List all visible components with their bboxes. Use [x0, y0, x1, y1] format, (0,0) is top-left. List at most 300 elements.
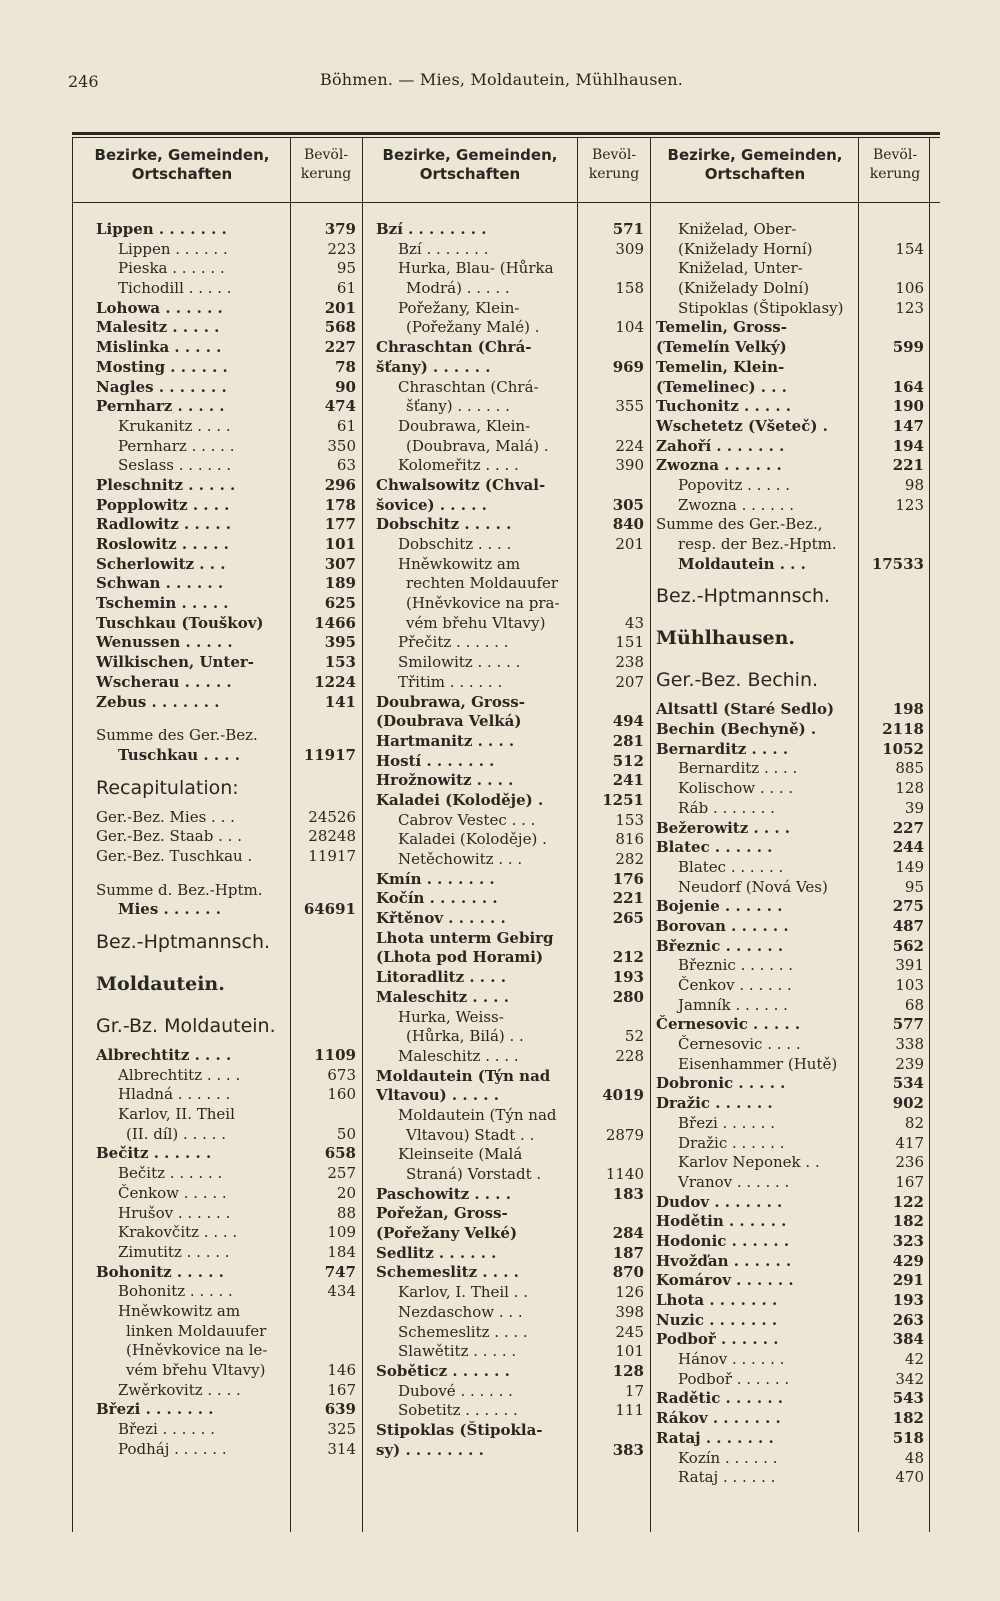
- section-heading: Recapitulation:: [96, 776, 239, 799]
- section-heading: Bez.-Hptmannsch.: [656, 585, 831, 608]
- place-name: Seslass . . . . . .: [118, 456, 232, 475]
- population-value: 147: [892, 416, 924, 435]
- table-row: [96, 1144, 362, 1164]
- population-value: 969: [612, 357, 644, 376]
- header-rule: [72, 202, 940, 203]
- population-value: 11917: [303, 745, 356, 764]
- place-name: Doubrawa, Klein-: [398, 416, 531, 435]
- table-row: [656, 1389, 930, 1409]
- table-row: [96, 746, 362, 766]
- place-name: Hrušov . . . . . .: [118, 1203, 231, 1222]
- table-row: [96, 693, 362, 713]
- place-name: Temelin, Klein-: [656, 357, 785, 376]
- table-row: [656, 1074, 930, 1094]
- population-value: 103: [895, 976, 924, 994]
- table-row: [96, 358, 362, 378]
- table-row: [376, 358, 650, 378]
- population-value: 379: [324, 220, 356, 238]
- population-value: 309: [615, 239, 644, 258]
- population-value: 577: [892, 1015, 924, 1034]
- table-row: [376, 1008, 650, 1028]
- table-row: [656, 1271, 930, 1291]
- population-value: 61: [336, 279, 356, 298]
- table-row: [96, 456, 362, 476]
- table-row: [96, 1243, 362, 1263]
- table-row: [656, 819, 930, 839]
- population-value: 43: [624, 613, 644, 632]
- place-name: Hladná . . . . . .: [118, 1085, 231, 1104]
- table-row: [376, 1126, 650, 1146]
- table-row: [96, 1302, 362, 1322]
- population-value: 342: [895, 1369, 924, 1388]
- table-row: [96, 1223, 362, 1243]
- table-row: [96, 1263, 362, 1283]
- population-value: 350: [327, 436, 356, 455]
- population-value: 111: [615, 1401, 644, 1420]
- table-row: [376, 574, 650, 594]
- place-name: resp. der Bez.-Hptm.: [678, 535, 837, 553]
- table-row: [376, 870, 650, 890]
- population-value: 128: [612, 1361, 644, 1380]
- table-row: [656, 858, 930, 878]
- population-value: 1140: [605, 1165, 644, 1183]
- place-name: Popplowitz . . . .: [96, 495, 230, 514]
- population-value: 599: [892, 338, 924, 357]
- place-name: (Pořežany Velké): [376, 1224, 518, 1243]
- table-row: [96, 220, 362, 240]
- running-title: Böhmen. — Mies, Moldautein, Mühlhausen.: [320, 70, 684, 89]
- table-row: [376, 1421, 650, 1441]
- population-value: 28248: [308, 827, 356, 846]
- place-name: Březnic . . . . . .: [678, 956, 794, 975]
- place-name: (Hněvkovice na le-: [126, 1341, 268, 1360]
- table-row: [376, 456, 650, 476]
- population-value: 245: [615, 1322, 644, 1341]
- place-name: Summe d. Bez.-Hptm.: [96, 880, 263, 899]
- population-value: 244: [892, 838, 924, 857]
- table-row: [376, 555, 650, 575]
- population-value: 17533: [871, 554, 924, 573]
- table-top-rule-thin: [72, 137, 940, 138]
- place-name: Blatec . . . . . .: [656, 838, 773, 857]
- table-row: [376, 1145, 650, 1165]
- table-row: [376, 318, 650, 338]
- place-name: (Hůrka, Bilá) . .: [406, 1027, 524, 1046]
- table-row: [656, 555, 930, 575]
- table-row: [96, 847, 362, 867]
- population-value: 164: [892, 377, 924, 396]
- population-value: 178: [324, 495, 356, 514]
- table-row: [656, 1291, 930, 1311]
- population-value: 1109: [314, 1046, 356, 1064]
- population-value: 182: [892, 1212, 924, 1231]
- place-name: Hrožnowitz . . . .: [376, 771, 514, 790]
- population-value: 101: [324, 535, 356, 553]
- place-name: Stipoklas (Štipoklasy): [678, 298, 844, 317]
- place-name: Tschemin . . . . .: [96, 594, 229, 613]
- table-row: [96, 900, 362, 920]
- place-name: Radětic . . . . . .: [656, 1389, 783, 1408]
- place-name: Tuschkau . . . .: [118, 745, 240, 764]
- place-name: Březi . . . . . .: [118, 1420, 215, 1439]
- table-row: [376, 732, 650, 752]
- place-name: Bojenie . . . . . .: [656, 897, 783, 916]
- population-value: 534: [892, 1074, 924, 1093]
- place-name: Rataj . . . . . .: [678, 1468, 776, 1487]
- table-row: [656, 976, 930, 996]
- place-name: Litoradlitz . . . .: [376, 968, 506, 987]
- place-name: Roslowitz . . . . .: [96, 535, 229, 553]
- population-value: 282: [615, 850, 644, 868]
- table-row: [656, 897, 930, 917]
- population-value: 160: [327, 1085, 356, 1104]
- table-row: [376, 240, 650, 260]
- table-row: [96, 1400, 362, 1420]
- place-name: Kaladei (Koloděje) .: [376, 790, 544, 809]
- place-name: Bežerowitz . . . .: [656, 818, 791, 837]
- place-name: Zebus . . . . . . .: [96, 692, 220, 711]
- table-row: [656, 878, 930, 898]
- place-name: Sedlitz . . . . . .: [376, 1243, 497, 1262]
- place-name: (Pořežany Malé) .: [406, 318, 540, 337]
- table-row: [656, 799, 930, 819]
- population-value: 1251: [602, 790, 644, 809]
- table-row: [656, 1212, 930, 1232]
- population-value: 417: [895, 1133, 924, 1152]
- column-divider: [72, 138, 73, 1532]
- column-header-population: Bevöl-kerung: [588, 147, 640, 182]
- place-name: Pořežany, Klein-: [398, 298, 520, 317]
- table-row: [656, 956, 930, 976]
- place-name: Kmín . . . . . . .: [376, 869, 495, 888]
- section-heading: Ger.-Bez. Bechin.: [656, 669, 819, 692]
- place-name: Bernarditz . . . .: [656, 739, 789, 758]
- table-row: [376, 220, 650, 240]
- place-name: Borovan . . . . . .: [656, 916, 789, 935]
- table-row: [376, 1323, 650, 1343]
- table-row: [96, 1105, 362, 1125]
- table-row: [376, 1244, 650, 1264]
- population-value: 128: [895, 779, 924, 798]
- table-row: [656, 417, 930, 437]
- page-number: 246: [68, 72, 99, 91]
- table-row: [96, 1184, 362, 1204]
- place-name: Komárov . . . . . .: [656, 1271, 794, 1290]
- population-value: 39: [904, 798, 924, 817]
- table-row: [656, 338, 930, 358]
- population-value: 296: [324, 475, 356, 494]
- population-value: 257: [327, 1164, 356, 1183]
- place-name: Vltavou) . . . . .: [376, 1086, 499, 1105]
- population-value: 227: [892, 818, 924, 837]
- table-row: [656, 496, 930, 516]
- place-name: Bzí . . . . . . .: [398, 239, 489, 258]
- table-row: [656, 378, 930, 398]
- place-name: Zwozna . . . . . .: [656, 456, 782, 475]
- population-value: 123: [895, 495, 924, 514]
- table-row: [656, 240, 930, 260]
- place-name: Krakovčitz . . . .: [118, 1223, 238, 1242]
- table-row: [376, 1382, 650, 1402]
- place-name: (Kniželady Dolní): [678, 279, 810, 298]
- section-heading: Gr.-Bz. Moldautein.: [96, 1015, 276, 1037]
- table-row: [96, 397, 362, 417]
- place-name: Březi . . . . . .: [678, 1113, 775, 1132]
- population-value: 104: [615, 318, 644, 337]
- column-1: [96, 220, 362, 1459]
- place-name: (Doubrava Velká): [376, 712, 522, 731]
- place-name: Karlov Neponek . .: [678, 1153, 820, 1172]
- table-row: [656, 535, 930, 555]
- population-value: 902: [892, 1094, 924, 1113]
- table-row: [96, 476, 362, 496]
- population-value: 122: [892, 1192, 924, 1211]
- table-row: [376, 909, 650, 929]
- table-row: [96, 378, 362, 398]
- place-name: Schemeslitz . . . .: [376, 1263, 519, 1282]
- population-value: 398: [615, 1302, 644, 1321]
- place-name: Moldautein (Týn nad: [376, 1066, 551, 1085]
- population-value: 885: [895, 759, 924, 778]
- population-value: 1466: [314, 613, 356, 632]
- place-name: Černesovic . . . .: [678, 1035, 801, 1054]
- place-name: šťany) . . . . . .: [376, 357, 491, 376]
- population-value: 158: [615, 279, 644, 298]
- place-name: Dubové . . . . . .: [398, 1381, 513, 1400]
- place-name: Chraschtan (Chrá-: [398, 377, 539, 396]
- population-value: 518: [892, 1428, 924, 1447]
- table-row: [376, 929, 650, 949]
- table-row: [96, 1046, 362, 1066]
- place-name: (Kniželady Horní): [678, 239, 813, 258]
- table-row: [376, 811, 650, 831]
- table-row: [96, 1420, 362, 1440]
- population-value: 95: [904, 877, 924, 896]
- table-row: [376, 850, 650, 870]
- place-name: Netěchowitz . . .: [398, 850, 523, 868]
- place-name: sy) . . . . . . . .: [376, 1440, 484, 1459]
- place-name: Radlowitz . . . . .: [96, 515, 231, 534]
- population-value: 149: [895, 857, 924, 876]
- table-row: [376, 1441, 650, 1461]
- place-name: Slawětitz . . . . .: [398, 1342, 517, 1361]
- table-row: [376, 1362, 650, 1382]
- population-value: 17: [624, 1381, 644, 1400]
- table-row: [376, 378, 650, 398]
- place-name: Rataj . . . . . . .: [656, 1428, 774, 1447]
- table-row: [656, 1449, 930, 1469]
- place-name: Hněwkowitz am: [398, 554, 521, 573]
- table-row: [656, 1035, 930, 1055]
- table-row: [376, 968, 650, 988]
- population-value: 494: [612, 712, 644, 731]
- place-name: Hánov . . . . . .: [678, 1350, 785, 1369]
- table-row: [376, 1263, 650, 1283]
- column-divider: [362, 138, 363, 1532]
- table-row: [376, 653, 650, 673]
- place-name: Mislinka . . . . .: [96, 338, 222, 357]
- table-row: [96, 338, 362, 358]
- place-name: Wenussen . . . . .: [96, 633, 233, 652]
- population-value: 187: [612, 1243, 644, 1262]
- population-value: 88: [336, 1203, 356, 1222]
- place-name: Černesovic . . . . .: [656, 1015, 801, 1034]
- population-value: 42: [904, 1350, 924, 1369]
- population-value: 109: [327, 1223, 356, 1242]
- place-name: Albrechtitz . . . .: [118, 1065, 241, 1084]
- place-name: Kozín . . . . . .: [678, 1448, 778, 1467]
- place-name: Dražic . . . . . .: [678, 1133, 785, 1152]
- place-name: Popovitz . . . . .: [678, 475, 791, 494]
- place-name: Pernharz . . . . .: [96, 397, 225, 416]
- place-name: Nagles . . . . . . .: [96, 377, 227, 396]
- table-row: [656, 1193, 930, 1213]
- population-value: 193: [612, 968, 644, 987]
- place-name: (Hněvkovice na pra-: [406, 594, 560, 613]
- place-name: Bernarditz . . . .: [678, 759, 798, 778]
- population-value: 24526: [308, 807, 356, 826]
- table-row: [656, 917, 930, 937]
- place-name: Moldautein . . .: [678, 554, 806, 573]
- place-name: Chwalsowitz (Chval-: [376, 475, 546, 494]
- table-row: [376, 1027, 650, 1047]
- population-value: 239: [895, 1054, 924, 1073]
- place-name: Nezdaschow . . .: [398, 1302, 523, 1321]
- population-value: 48: [904, 1448, 924, 1467]
- population-value: 95: [336, 259, 356, 278]
- place-name: Temelin, Gross-: [656, 318, 787, 337]
- place-name: Podboř . . . . . .: [678, 1369, 790, 1388]
- place-name: Wilkischen, Unter-: [96, 653, 255, 672]
- place-name: Schemeslitz . . . .: [398, 1322, 528, 1341]
- population-value: 228: [615, 1046, 644, 1065]
- place-name: Dudov . . . . . . .: [656, 1192, 783, 1211]
- place-name: Summe des Ger.-Bez.: [96, 726, 258, 745]
- population-value: 390: [615, 456, 644, 475]
- population-value: 153: [324, 653, 356, 672]
- column-divider: [650, 138, 651, 1532]
- population-value: 673: [327, 1065, 356, 1084]
- place-name: Dobronic . . . . .: [656, 1074, 786, 1093]
- place-name: Neudorf (Nová Ves): [678, 877, 828, 896]
- population-value: 323: [892, 1231, 924, 1250]
- place-name: Soběticz . . . . . .: [376, 1361, 510, 1380]
- table-row: [376, 614, 650, 634]
- table-row: [376, 771, 650, 791]
- table-row: [96, 1125, 362, 1145]
- place-name: (Temelín Velký): [656, 338, 787, 357]
- table-row: [376, 1342, 650, 1362]
- place-name: Straná) Vorstadt .: [406, 1165, 542, 1183]
- table-row: [656, 1350, 930, 1370]
- place-name: Křtěnov . . . . . .: [376, 909, 506, 928]
- place-name: Podboř . . . . . .: [656, 1330, 779, 1349]
- population-value: 223: [327, 239, 356, 258]
- place-name: Kolischow . . . .: [678, 779, 794, 798]
- table-row: [376, 1067, 650, 1087]
- table-row: [96, 653, 362, 673]
- table-row: [96, 881, 362, 901]
- population-value: 562: [892, 936, 924, 955]
- column-2: [376, 220, 650, 1460]
- table-row: [376, 1106, 650, 1126]
- population-value: 395: [324, 633, 356, 652]
- place-name: Třitim . . . . . .: [398, 672, 503, 691]
- population-value: 2118: [882, 720, 924, 739]
- population-value: 391: [895, 956, 924, 975]
- table-row: [376, 673, 650, 693]
- table-row: [376, 594, 650, 614]
- population-value: 167: [327, 1380, 356, 1399]
- place-name: Přečitz . . . . . .: [398, 633, 509, 652]
- table-row: [656, 1252, 930, 1272]
- place-name: Pernharz . . . . .: [118, 436, 235, 455]
- table-row: [376, 988, 650, 1008]
- column-header-population: Bevöl-kerung: [869, 147, 921, 182]
- population-value: 543: [892, 1389, 924, 1408]
- table-row: [656, 1055, 930, 1075]
- place-name: Albrechtitz . . . .: [96, 1046, 232, 1064]
- column-header-population: Bevöl-kerung: [300, 147, 352, 182]
- place-name: Kniželad, Unter-: [678, 259, 803, 278]
- population-value: 221: [892, 456, 924, 475]
- population-value: 20: [336, 1183, 356, 1202]
- population-value: 658: [324, 1144, 356, 1163]
- population-value: 625: [324, 594, 356, 613]
- population-value: 11917: [308, 846, 356, 865]
- place-name: Maleschitz . . . .: [398, 1046, 519, 1065]
- place-name: Lhota . . . . . . .: [656, 1291, 778, 1309]
- place-name: Čenkow . . . . .: [118, 1183, 227, 1202]
- table-row: [96, 1361, 362, 1381]
- table-row: [96, 1164, 362, 1184]
- row-spacer: [96, 867, 362, 881]
- table-row: [376, 1303, 650, 1323]
- population-value: 212: [612, 948, 644, 967]
- table-row: [376, 279, 650, 299]
- place-name: vém břehu Vltavy): [406, 613, 546, 632]
- place-name: Bohonitz . . . . .: [118, 1282, 233, 1301]
- place-name: Hvožďan . . . . . .: [656, 1251, 792, 1270]
- column-header-name: Bezirke, Gemeinden, Ortschaften: [667, 146, 843, 183]
- place-name: Blatec . . . . . .: [678, 857, 784, 876]
- place-name: Ger.-Bez. Tuschkau .: [96, 846, 253, 865]
- table-row: [656, 937, 930, 957]
- table-row: [376, 1204, 650, 1224]
- place-name: Tuchonitz . . . . .: [656, 397, 792, 416]
- place-name: Doubrawa, Gross-: [376, 692, 525, 711]
- table-row: [656, 1330, 930, 1350]
- table-top-rule: [72, 132, 940, 135]
- place-name: (Temelinec) . . .: [656, 377, 787, 396]
- place-name: Maleschitz . . . .: [376, 987, 509, 1006]
- place-name: Bečitz . . . . . .: [118, 1164, 223, 1183]
- population-value: 123: [895, 298, 924, 317]
- table-row: [376, 476, 650, 496]
- place-name: vém břehu Vltavy): [126, 1361, 266, 1379]
- place-name: Vltavou) Stadt . .: [406, 1125, 535, 1144]
- place-name: Jamník . . . . . .: [678, 995, 788, 1014]
- place-name: Čenkov . . . . . .: [678, 976, 792, 994]
- population-value: 184: [327, 1242, 356, 1261]
- place-name: Wschetetz (Všeteč) .: [656, 416, 828, 435]
- table-row: [96, 1085, 362, 1105]
- table-row: [96, 594, 362, 614]
- place-name: Lohowa . . . . . .: [96, 298, 223, 317]
- place-name: šovice) . . . . .: [376, 495, 487, 514]
- table-row: [96, 437, 362, 457]
- place-name: Karlov, II. Theil: [118, 1105, 235, 1124]
